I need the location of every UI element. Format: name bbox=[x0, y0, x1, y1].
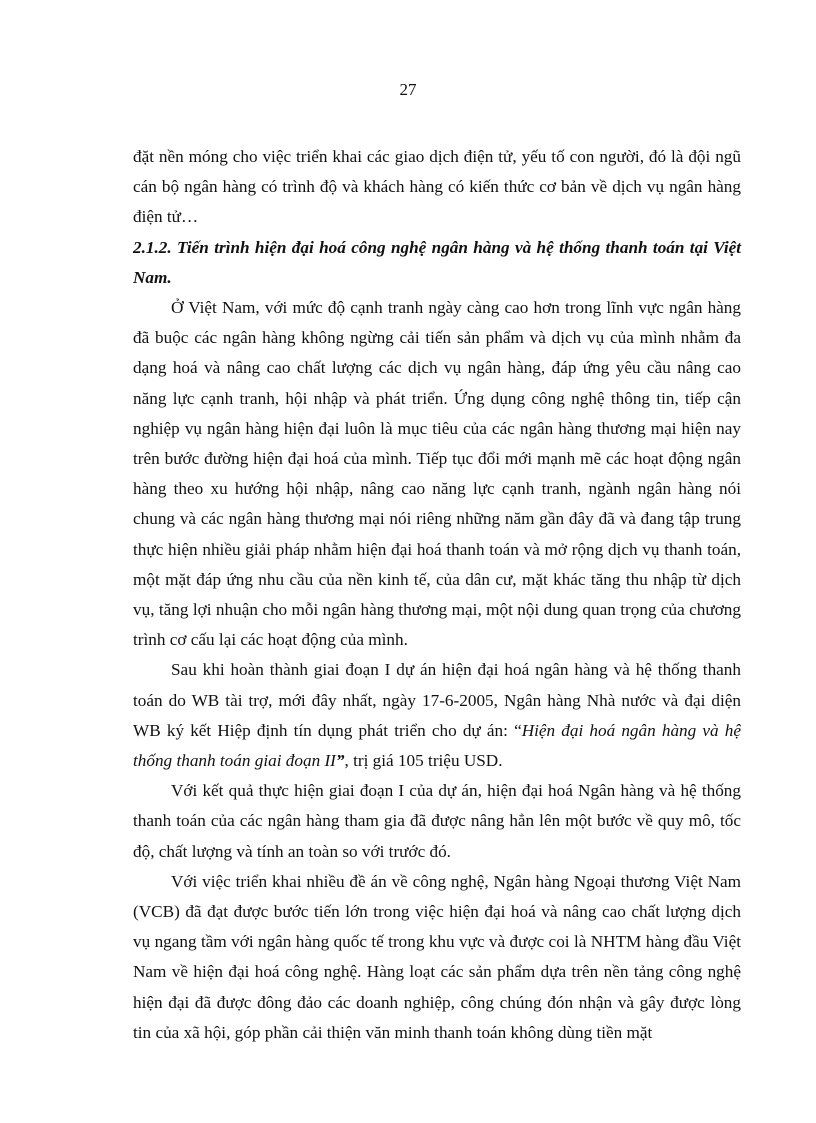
paragraph-competition: Ở Việt Nam, với mức độ cạnh tranh ngày càng cao hơn trong lĩnh vực ngân hàng đã buộc các ngân hàng không ngừng cải tiến sản phẩm và dịch vụ của mình nhằm đa dạng hoá và nâng cao chất lượng các dịch vụ ngân hàng, đáp ứng yêu cầu nâng cao năng lực cạnh tranh, hội nhập và phát triển. Ứng dụng công nghệ thông tin, tiếp cận nghiệp vụ ngân hàng hiện đại luôn là mục tiêu của các ngân hàng thương mại hiện nay trên bước đường hiện đại hoá của mình. Tiếp tục đổi mới mạnh mẽ các hoạt động ngân hàng theo xu hướng hội nhập, nâng cao năng lực cạnh tranh, ngành ngân hàng nói chung và các ngân hàng thương mại nói riêng những năm gần đây đã và đang tập trung thực hiện nhiều giải pháp nhằm hiện đại hoá thanh toán và mở rộng dịch vụ thanh toán, một mặt đáp ứng nhu cầu của nền kinh tế, của dân cư, mặt khác tăng thu nhập từ dịch vụ, tăng lợi nhuận cho mỗi ngân hàng thương mại, một nội dung quan trọng của chương trình cơ cấu lại các hoạt động của mình. bbox=[133, 298, 741, 650]
project-title-quote: Hiện đại hoá ngân hàng và hệ thống thanh toán giai đoạn II bbox=[133, 720, 741, 771]
document-body bbox=[133, 142, 741, 1048]
paragraph-vcb: Với việc triển khai nhiều đề án về công nghệ, Ngân hàng Ngoại thương Việt Nam (VCB) đã đạt được bước tiến lớn trong việc hiện đại hoá và nâng cao chất lượng dịch vụ ngang tầm với ngân hàng quốc tế trong khu vực và được coi là NHTM hàng đầu Việt Nam về hiện đại hoá công nghệ. Hàng loạt các sản phẩm dựa trên nền tảng công nghệ hiện đại đã được đông đảo các doanh nghiệp, công chúng đón nhận và gây được lòng tin của xã hội, góp phần cải thiện văn minh thanh toán không dùng tiền mặt bbox=[133, 871, 741, 1042]
paragraph-wb-text-a: Sau khi hoàn thành giai đoạn I dự án hiện đại hoá ngân hàng và hệ thống thanh toán do WB tài trợ, mới đây nhất, ngày 17-6-2005, Ngân hàng Nhà nước và đại diện WB ký kết Hiệp định tín dụng phát triển cho dự án: “ bbox=[133, 660, 741, 740]
section-heading: 2.1.2. Tiến trình hiện đại hoá công nghệ ngân hàng và hệ thống thanh toán tại Việt Nam. bbox=[133, 237, 741, 287]
page-number: 27 bbox=[399, 80, 417, 99]
paragraph-wb-text-b: , trị giá 105 triệu USD. bbox=[344, 751, 503, 771]
paragraph-wb-project bbox=[133, 655, 741, 776]
paragraph-phase-one-results: Với kết quả thực hiện giai đoạn I của dự án, hiện đại hoá Ngân hàng và hệ thống thanh toán của các ngân hàng tham gia đã được nâng hẳn lên một bước về quy mô, tốc độ, chất lượng và tính an toàn so với trước đó. bbox=[133, 781, 741, 861]
paragraph-continuation: đặt nền móng cho việc triển khai các giao dịch điện tử, yếu tố con người, đó là đội ngũ cán bộ ngân hàng có trình độ và khách hàng có kiến thức cơ bản về dịch vụ ngân hàng điện tử… bbox=[133, 147, 741, 227]
project-title-quote-end: ” bbox=[335, 751, 345, 771]
